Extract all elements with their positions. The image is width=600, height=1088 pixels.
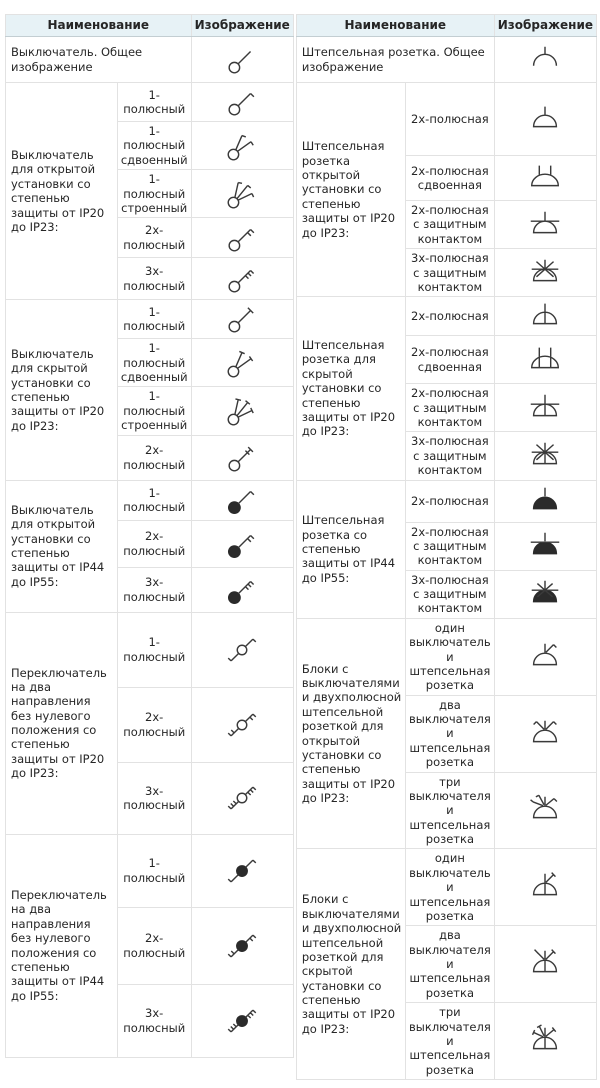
symbol-cell xyxy=(494,156,596,201)
variant-cell: 1-полюсный xyxy=(117,300,191,339)
symbol-cell xyxy=(494,480,596,522)
symbol-cell xyxy=(494,37,596,83)
column-header-image: Изображение xyxy=(191,15,293,37)
variant-cell: 1-полюсный сдвоенный xyxy=(117,339,191,387)
table-row xyxy=(6,834,294,907)
variant-cell: 2х-полюсный xyxy=(117,520,191,567)
symbol-cell xyxy=(191,387,293,435)
group-cell: Выключатель для скрытой установки со степенью защиты от IP20 до IP23: xyxy=(6,300,118,480)
switch-flush-1pole-triple-icon xyxy=(223,392,261,430)
symbol-cell xyxy=(494,522,596,570)
variant-cell: 2х-полюсная с защитным контактом xyxy=(406,522,495,570)
block-open-1switch-socket-icon xyxy=(526,638,564,676)
table-row xyxy=(296,618,596,695)
changeover-open-2pole-icon xyxy=(223,706,261,744)
general-switch-label: Выключатель. Общее изображение xyxy=(6,37,192,83)
symbol-cell xyxy=(191,907,293,984)
symbol-cell xyxy=(494,201,596,249)
socket-flush-2pole-protective-icon xyxy=(526,389,564,427)
variant-cell: 1-полюсный сдвоенный xyxy=(117,122,191,170)
symbol-cell xyxy=(494,384,596,432)
variant-cell: 3х-полюсный xyxy=(117,567,191,612)
variant-cell: 2х-полюсная с защитным контактом xyxy=(406,384,495,432)
socket-open-2pole-icon xyxy=(526,100,564,138)
variant-cell: 2х-полюсная xyxy=(406,480,495,522)
variant-cell: три выключателя и штепсельная розетка xyxy=(406,772,495,849)
variant-cell: 1-полюсный xyxy=(117,612,191,687)
symbol-cell xyxy=(191,567,293,612)
variant-cell: два выключателя и штепсельная розетка xyxy=(406,926,495,1003)
symbol-cell xyxy=(191,480,293,520)
variant-cell: 2х-полюсная сдвоенная xyxy=(406,156,495,201)
variant-cell: один выключатель и штепсельная розетка xyxy=(406,849,495,926)
changeover-sealed-2pole-icon xyxy=(223,927,261,965)
symbol-cell xyxy=(494,432,596,480)
column-header-image: Изображение xyxy=(494,15,596,37)
variant-cell: один выключатель и штепсельная розетка xyxy=(406,618,495,695)
changeover-sealed-1pole-icon xyxy=(223,852,261,890)
symbol-cell xyxy=(191,612,293,687)
symbol-cell xyxy=(191,984,293,1057)
switch-flush-1pole-double-icon xyxy=(223,344,261,382)
variant-cell: 3х-полюсный xyxy=(117,258,191,300)
symbol-cell xyxy=(191,218,293,258)
variant-cell: два выключателя и штепсельная розетка xyxy=(406,695,495,772)
group-cell: Переключатель на два направления без нулевого положения со степенью защиты от IP20 до IP23: xyxy=(6,612,118,834)
switch-open-1pole-double-icon xyxy=(223,127,261,165)
symbol-cell xyxy=(191,687,293,762)
table-row xyxy=(296,849,596,926)
variant-cell: 2х-полюсная сдвоенная xyxy=(406,336,495,384)
table-row xyxy=(6,480,294,520)
block-open-3switch-socket-icon xyxy=(526,791,564,829)
symbol-cell xyxy=(494,336,596,384)
variant-cell: три выключателя и штепсельная розетка xyxy=(406,1003,495,1080)
switch-general-icon xyxy=(223,41,261,79)
block-open-2switch-socket-icon xyxy=(526,715,564,753)
symbol-cell xyxy=(191,258,293,300)
variant-cell: 1-полюсный xyxy=(117,480,191,520)
group-cell: Штепсельная розетка открытой установки со степенью защиты от IP20 до IP23: xyxy=(296,83,405,297)
column-header-name: Наименование xyxy=(296,15,494,37)
symbol-cell xyxy=(191,37,293,83)
switch-flush-1pole-icon xyxy=(223,300,261,338)
table-row xyxy=(6,83,294,122)
symbol-cell xyxy=(191,435,293,480)
variant-cell: 3х-полюсный xyxy=(117,762,191,834)
socket-table xyxy=(296,14,597,1080)
socket-open-3pole-protective-icon xyxy=(526,254,564,292)
changeover-open-3pole-icon xyxy=(223,779,261,817)
socket-flush-2pole-icon xyxy=(526,297,564,335)
changeover-sealed-3pole-icon xyxy=(223,1002,261,1040)
symbol-cell xyxy=(191,834,293,907)
symbol-cell xyxy=(191,762,293,834)
switch-flush-2pole-icon xyxy=(223,439,261,477)
variant-cell: 2х-полюсный xyxy=(117,907,191,984)
table-row xyxy=(6,300,294,339)
symbol-cell xyxy=(191,122,293,170)
variant-cell: 2х-полюсный xyxy=(117,435,191,480)
symbol-cell xyxy=(191,300,293,339)
symbol-cell xyxy=(494,772,596,849)
variant-cell: 3х-полюсная с защитным контактом xyxy=(406,249,495,297)
socket-flush-2pole-double-icon xyxy=(526,341,564,379)
table-row xyxy=(296,480,596,522)
block-flush-1switch-socket-icon xyxy=(526,868,564,906)
symbol-cell xyxy=(494,1003,596,1080)
socket-sealed-2pole-protective-icon xyxy=(526,527,564,565)
switch-open-1pole-icon xyxy=(223,83,261,121)
group-cell: Переключатель на два направления без нулевого положения со степенью защиты от IP44 до IP55: xyxy=(6,834,118,1057)
variant-cell: 3х-полюсный xyxy=(117,984,191,1057)
table-row xyxy=(296,37,596,83)
variant-cell: 3х-полюсная с защитным контактом xyxy=(406,570,495,618)
variant-cell: 2х-полюсная с защитным контактом xyxy=(406,201,495,249)
symbol-cell xyxy=(191,520,293,567)
switch-table xyxy=(5,14,294,1058)
symbol-cell xyxy=(494,83,596,156)
block-flush-3switch-socket-icon xyxy=(526,1022,564,1060)
table-row xyxy=(6,612,294,687)
socket-flush-3pole-protective-icon xyxy=(526,437,564,475)
switch-open-3pole-icon xyxy=(223,260,261,298)
switch-sealed-3pole-icon xyxy=(223,571,261,609)
symbol-cell xyxy=(494,297,596,336)
socket-open-2pole-protective-icon xyxy=(526,206,564,244)
symbol-cell xyxy=(191,339,293,387)
variant-cell: 1-полюсный строенный xyxy=(117,170,191,218)
group-cell: Блоки с выключателями и двухполюсной штепсельной розеткой для скрытой установки со степенью защиты от IP20 до IP23: xyxy=(296,849,405,1080)
switch-open-2pole-icon xyxy=(223,219,261,257)
variant-cell: 1-полюсный строенный xyxy=(117,387,191,435)
group-cell: Выключатель для открытой установки со степенью защиты от IP44 до IP55: xyxy=(6,480,118,612)
symbol-cell xyxy=(191,170,293,218)
socket-open-2pole-double-icon xyxy=(526,159,564,197)
table-row xyxy=(6,37,294,83)
variant-cell: 2х-полюсная xyxy=(406,83,495,156)
switch-sealed-1pole-icon xyxy=(223,481,261,519)
general-socket-label: Штепсельная розетка. Общее изображение xyxy=(296,37,494,83)
column-header-name: Наименование xyxy=(6,15,192,37)
symbol-cell xyxy=(494,926,596,1003)
table-row xyxy=(296,83,596,156)
symbol-cell xyxy=(494,249,596,297)
variant-cell: 2х-полюсный xyxy=(117,687,191,762)
symbol-cell xyxy=(191,83,293,122)
symbol-cell xyxy=(494,849,596,926)
socket-sealed-3pole-protective-icon xyxy=(526,575,564,613)
variant-cell: 1-полюсный xyxy=(117,83,191,122)
group-cell: Выключатель для открытой установки со степенью защиты от IP20 до IP23: xyxy=(6,83,118,300)
symbol-cell xyxy=(494,695,596,772)
variant-cell: 1-полюсный xyxy=(117,834,191,907)
block-flush-2switch-socket-icon xyxy=(526,945,564,983)
symbol-cell xyxy=(494,618,596,695)
socket-sealed-2pole-icon xyxy=(526,482,564,520)
socket-general-icon xyxy=(526,41,564,79)
variant-cell: 2х-полюсный xyxy=(117,218,191,258)
group-cell: Штепсельная розетка для скрытой установки со степенью защиты от IP20 до IP23: xyxy=(296,297,405,480)
switch-open-1pole-triple-icon xyxy=(223,175,261,213)
group-cell: Штепсельная розетка со степенью защиты от IP44 до IP55: xyxy=(296,480,405,618)
variant-cell: 2х-полюсная xyxy=(406,297,495,336)
symbol-cell xyxy=(494,570,596,618)
table-row xyxy=(296,297,596,336)
switch-sealed-2pole-icon xyxy=(223,525,261,563)
variant-cell: 3х-полюсная с защитным контактом xyxy=(406,432,495,480)
group-cell: Блоки с выключателями и двухполюсной штепсельной розеткой для открытой установки со степенью защиты от IP20 до IP23: xyxy=(296,618,405,849)
changeover-open-1pole-icon xyxy=(223,631,261,669)
